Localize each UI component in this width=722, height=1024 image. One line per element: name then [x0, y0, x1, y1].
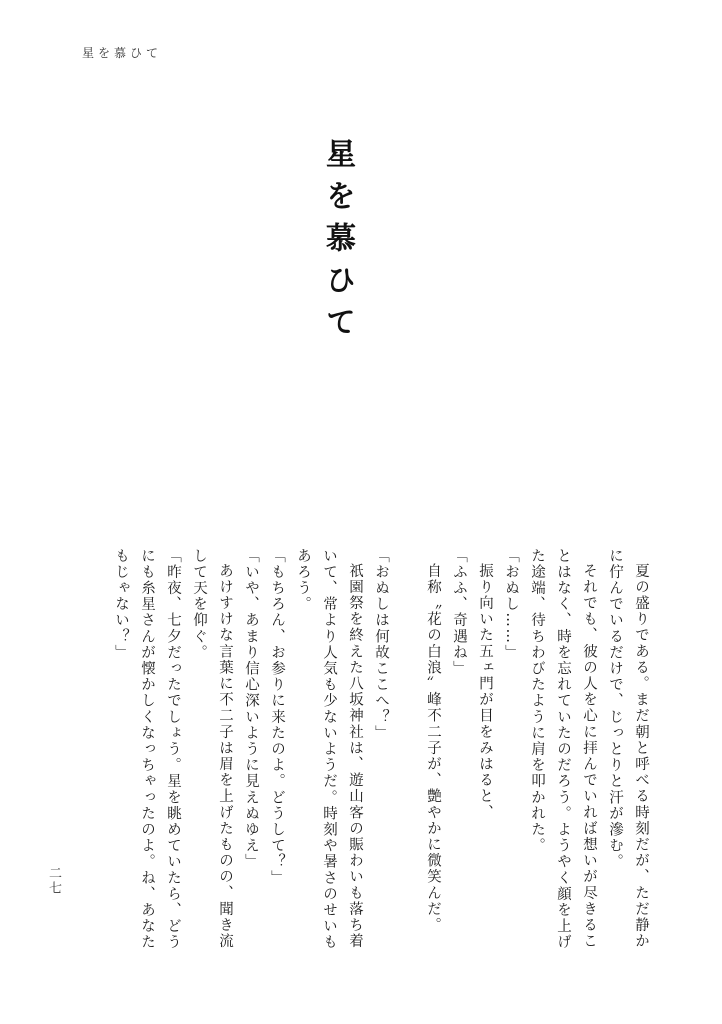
paragraph: 振り向いた五ェ門が目をみはると、 — [477, 562, 493, 821]
paragraph: あけすけな言葉に不二子は眉を上げたものの、聞き流して天を仰ぐ。 — [191, 548, 233, 949]
paragraph: 夏の盛りである。まだ朝と呼べる時刻だが、ただ静かに佇んでいるだけで、じっとりと汗が滲む。 — [607, 548, 649, 949]
dialogue-line: 「昨夜、七夕だったでしょう。星を眺めていたら、どうにも糸星さんが懐かしくなっちゃったのよ。ね、あなたもじゃない？」 — [113, 548, 181, 951]
paragraph: 自称〝花の白浪〟峰不二子が、艶やかに微笑んだ。 — [425, 562, 441, 933]
body-text — [74, 548, 654, 960]
section-break — [394, 548, 420, 960]
paragraph: 祇園祭を終えた八坂神社は、遊山客の賑わいも落ち着いて、常より人気も少ないようだ。時刻や暑さのせいもあろう。 — [295, 548, 363, 951]
running-header: 星を慕ひて — [82, 46, 163, 60]
dialogue-line: 「おぬし……」 — [503, 548, 519, 661]
chapter-title: 星を慕ひて — [320, 138, 355, 348]
dialogue-line: 「ふふ、奇遇ね」 — [451, 548, 467, 677]
dialogue-line: 「いや、あまり信心深いように見えぬゆえ」 — [243, 548, 259, 870]
page-number: 二七 — [46, 866, 61, 896]
dialogue-line: 「もちろん、お参りに来たのよ。どうして？」 — [269, 548, 285, 887]
paragraph: それでも、彼の人を心に拝んでいれば想いが尽きることはなく、時を忘れていたのだろう。ようやく顔を上げた途端、待ちわびたように肩を叩かれた。 — [529, 548, 597, 951]
dialogue-line: 「おぬしは何故ここへ？」 — [373, 548, 389, 742]
